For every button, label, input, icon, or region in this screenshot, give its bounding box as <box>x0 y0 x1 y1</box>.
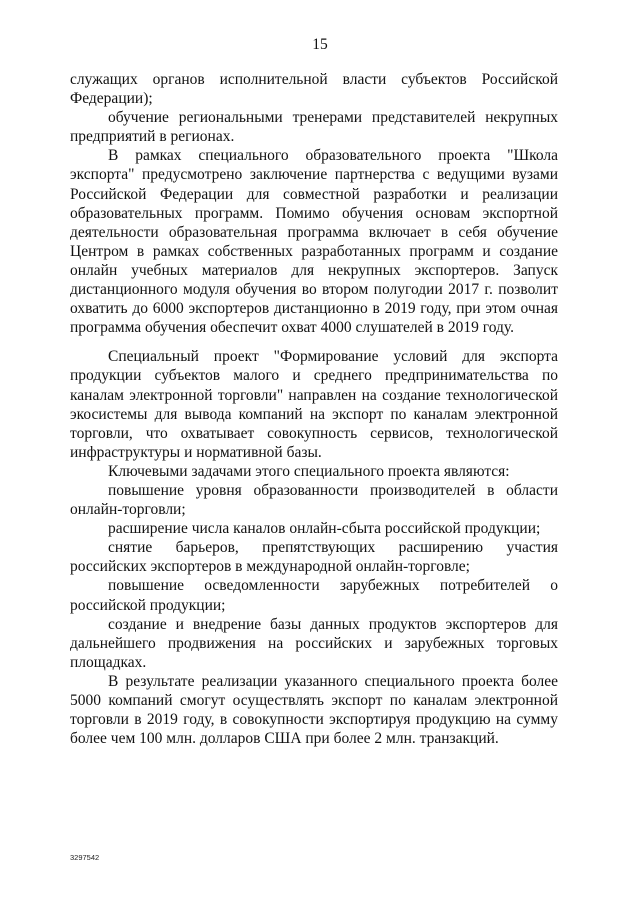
paragraph-regional-training: обучение региональными тренерами представителей некрупных предприятий в регионах. <box>70 109 558 146</box>
document-id: 3297542 <box>70 853 100 862</box>
list-item-education: повышение уровня образованности производителей в области онлайн-торговли; <box>70 481 558 519</box>
paragraph-continuation: служащих органов исполнительной власти субъектов Российской Федерации); <box>70 71 558 108</box>
paragraph-results: В результате реализации указанного специального проекта более 5000 компаний смогут осуществлять экспорт по каналам электронной торговли в 2019 году, в совокупности экспортируя продукцию на сумму более чем 100 млн. долларов США при более 2 млн. транзакций. <box>70 672 558 748</box>
list-item-database: создание и внедрение базы данных продуктов экспортеров для дальнейшего продвижения на российских и зарубежных торговых площадках. <box>70 615 558 671</box>
list-item-awareness: повышение осведомленности зарубежных потребителей о российской продукции; <box>70 577 558 614</box>
paragraph-ecommerce-project: Специальный проект "Формирование условий для экспорта продукции субъектов малого и среднего предпринимательства по каналам электронной торговли" направлен на создание технологической экосистемы для вывода компаний на экспорт по каналам электронной торговли, что охватывает совокупность сервисов, технологической инфраструктуры и нормативной базы. <box>70 348 558 461</box>
document-body <box>70 70 558 748</box>
list-item-sales-channels: расширение числа каналов онлайн-сбыта российской продукции; <box>108 520 541 538</box>
paragraph-export-school: В рамках специального образовательного проекта "Школа экспорта" предусмотрено заключение партнерства с ведущими вузами Российской Федерации для совместной разработки и реализации образовательных программ. Помимо обучения основам экспортной деятельности образовательная программа включает в себя обучение Центром в рамках собственных разработанных программ и создание онлайн учебных материалов для некрупных экспортеров. Запуск дистанционного модуля обучения во втором полугодии 2017 г. позволит охватить до 6000 экспортеров дистанционно в 2019 году, при этом очная программа обучения обеспечит охват 4000 слушателей в 2019 году. <box>70 147 558 337</box>
paragraph-key-tasks-intro: Ключевыми задачами этого специального проекта являются: <box>108 462 510 480</box>
list-item-barriers: снятие барьеров, препятствующих расширению участия российских экспортеров в международной онлайн-торговле; <box>70 539 558 576</box>
page-number: 15 <box>312 36 328 53</box>
